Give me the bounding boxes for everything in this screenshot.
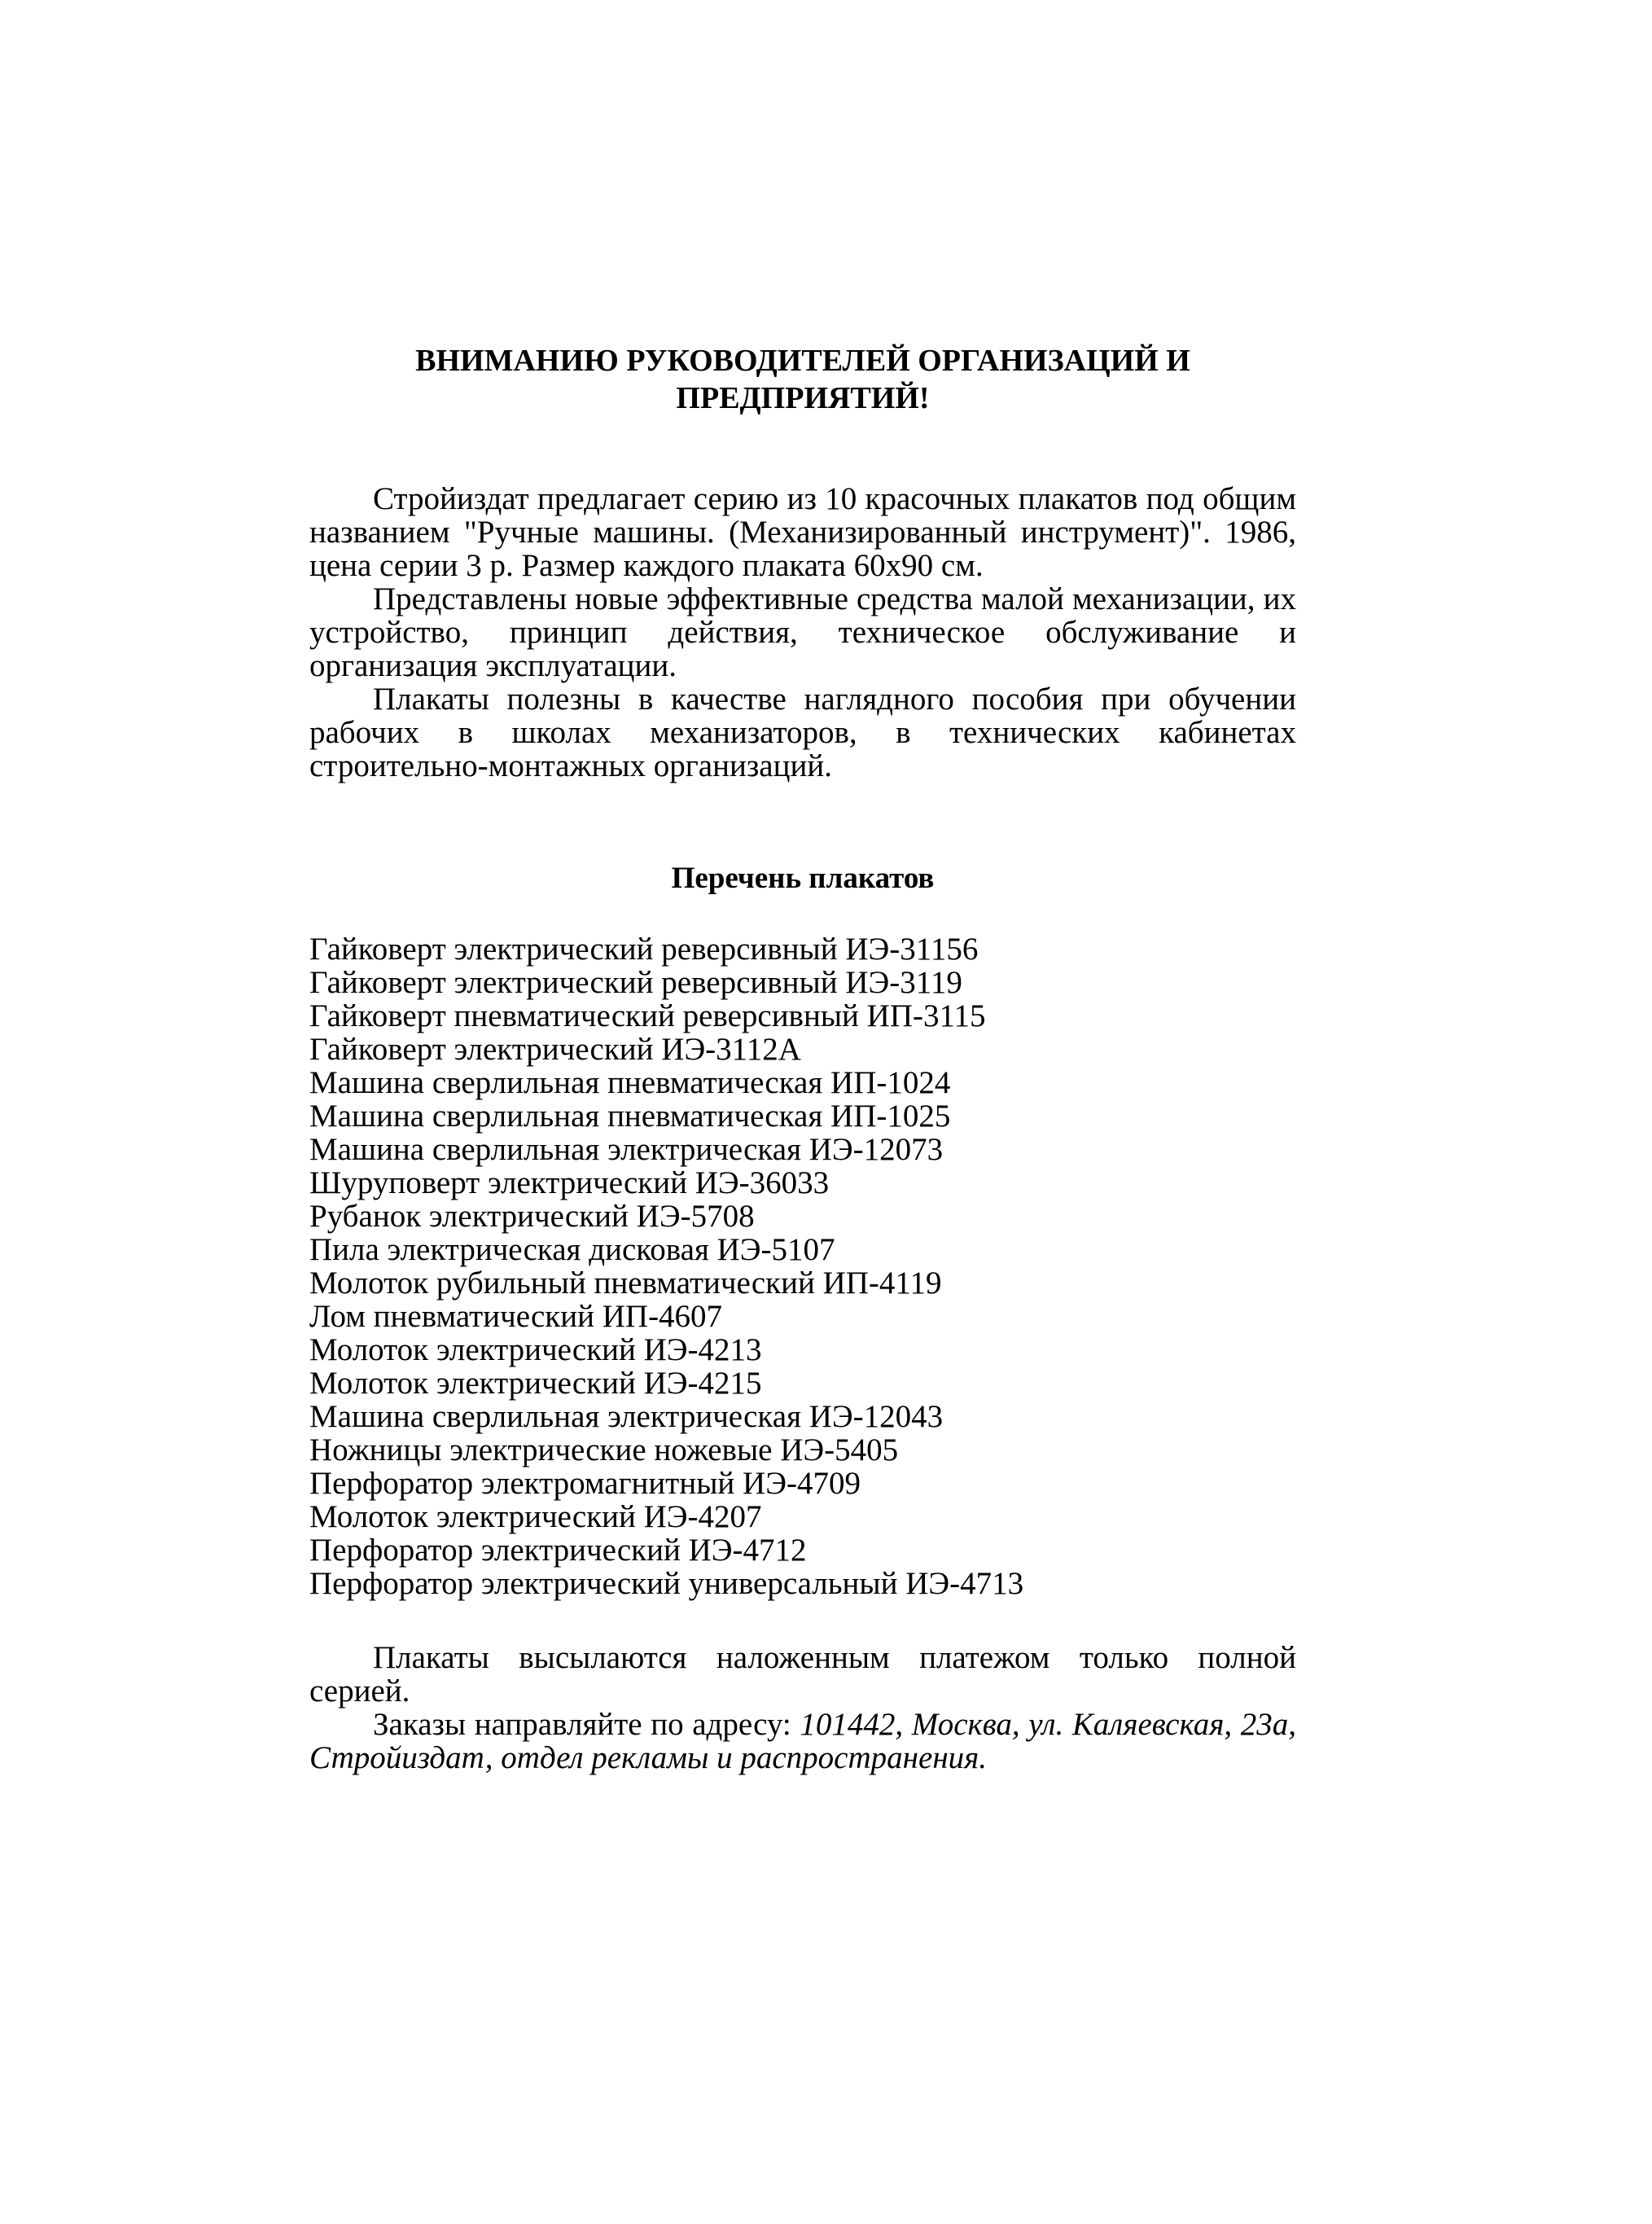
list-item: Гайковерт электрический реверсивный ИЭ-31156 xyxy=(309,932,979,967)
list-item: Молоток электрический ИЭ-4215 xyxy=(309,1366,762,1401)
poster-list-title: Перечень плакатов xyxy=(671,862,935,895)
list-item: Гайковерт пневматический реверсивный ИП-3115 xyxy=(309,998,986,1033)
order-instruction: Заказы направляйте по адресу: xyxy=(373,1707,800,1742)
page-heading xyxy=(309,342,1296,417)
intro-section xyxy=(309,482,1296,783)
order-address: 101442, Москва, ул. Каляевская, 23а, Стройиздат, отдел рекламы и распространения. xyxy=(309,1707,1296,1775)
list-item: Машина сверлильная электрическая ИЭ-12073 xyxy=(309,1132,944,1167)
list-item: Ножницы электрические ножевые ИЭ-5405 xyxy=(309,1432,899,1467)
heading-line-1: ВНИМАНИЮ РУКОВОДИТЕЛЕЙ ОРГАНИЗАЦИЙ И xyxy=(415,344,1190,378)
list-item: Шуруповерт электрический ИЭ-36033 xyxy=(309,1165,830,1200)
closing-paragraph-1: Плакаты высылаются наложенным платежом только полной серией. xyxy=(309,1640,1296,1709)
document-page xyxy=(309,342,1296,1774)
list-item: Молоток электрический ИЭ-4207 xyxy=(309,1499,762,1534)
list-item: Гайковерт электрический ИЭ-3112А xyxy=(309,1032,801,1067)
list-item: Машина сверлильная электрическая ИЭ-12043 xyxy=(309,1399,944,1434)
poster-list xyxy=(309,932,1296,1600)
list-item: Перфоратор электромагнитный ИЭ-4709 xyxy=(309,1466,861,1501)
list-item: Машина сверлильная пневматическая ИП-1024 xyxy=(309,1065,951,1100)
list-item: Молоток электрический ИЭ-4213 xyxy=(309,1332,762,1367)
list-item: Перфоратор электрический универсальный ИЭ-4713 xyxy=(309,1566,1024,1601)
list-item: Машина сверлильная пневматическая ИП-1025 xyxy=(309,1099,951,1134)
intro-paragraph-3: Плакаты полезны в качестве наглядного пособия при обучении рабочих в школах механизаторов, в технических кабинетах строительно-монтажных организаций. xyxy=(309,682,1296,783)
closing-section xyxy=(309,1641,1296,1774)
list-item: Пила электрическая дисковая ИЭ-5107 xyxy=(309,1232,835,1267)
list-item: Лом пневматический ИП-4607 xyxy=(309,1299,723,1334)
intro-paragraph-1: Стройиздат предлагает серию из 10 красочных плакатов под общим названием "Ручные машины. (Механизированный инструмент)". 1986, цена серии 3 р. Размер каждого плаката 60x90 см. xyxy=(309,481,1296,583)
list-item: Молоток рубильный пневматический ИП-4119 xyxy=(309,1266,942,1301)
list-item: Рубанок электрический ИЭ-5708 xyxy=(309,1199,755,1234)
list-item: Перфоратор электрический ИЭ-4712 xyxy=(309,1533,807,1568)
list-item: Гайковерт электрический реверсивный ИЭ-3119 xyxy=(309,965,962,1000)
heading-line-2: ПРЕДПРИЯТИЙ! xyxy=(676,381,930,415)
closing-paragraph-2 xyxy=(309,1708,1296,1774)
intro-paragraph-2: Представлены новые эффективные средства малой механизации, их устройство, принцип действия, техническое обслуживание и организация эксплуатации. xyxy=(309,581,1296,683)
